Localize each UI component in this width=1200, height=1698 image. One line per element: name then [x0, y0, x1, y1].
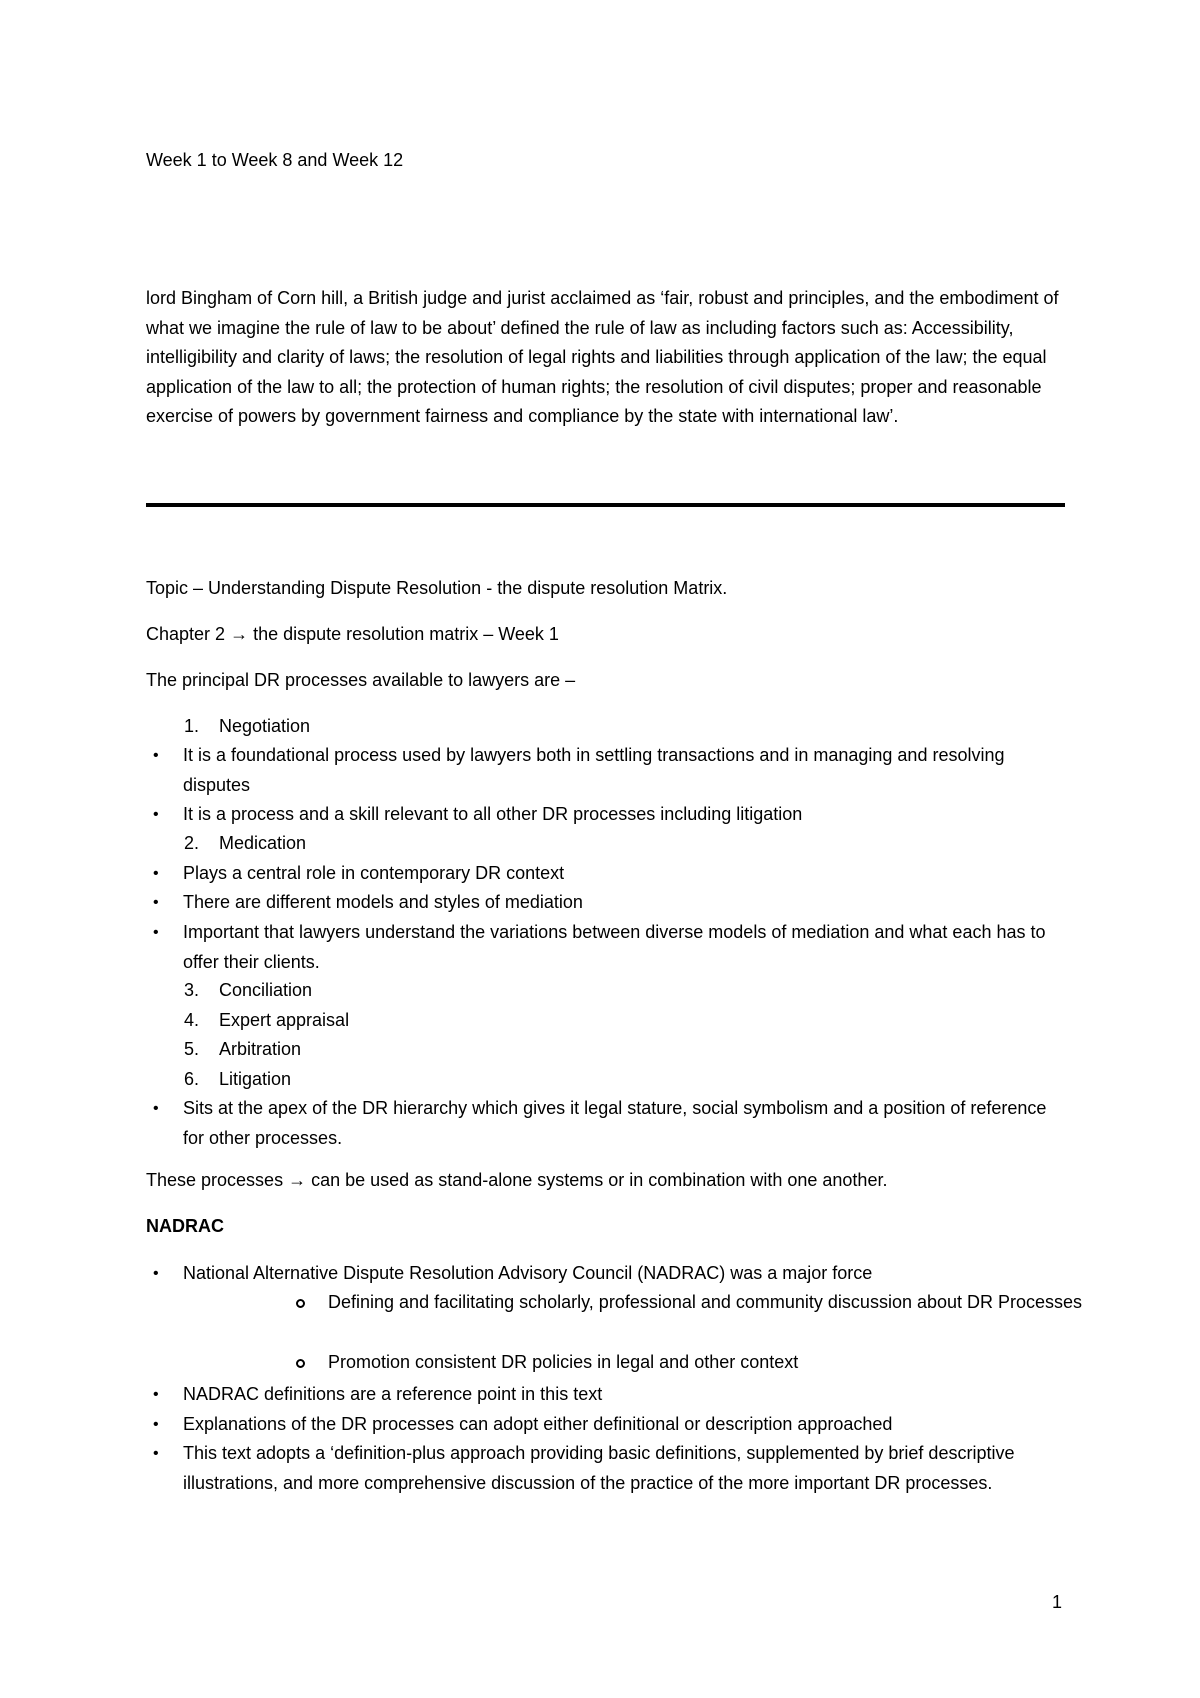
bullet-icon: • [153, 747, 159, 764]
list-item: NADRAC definitions are a reference point in this text [183, 1384, 603, 1404]
circle-bullet-icon [296, 1359, 305, 1368]
chapter-line [146, 620, 559, 650]
process-label-arbitration: Arbitration [219, 1039, 302, 1059]
list-number: 5. [184, 1039, 200, 1059]
list-number: 6. [184, 1069, 200, 1089]
process-label-litigation: Litigation [219, 1069, 292, 1089]
sub-list-item: Defining and facilitating scholarly, professional and community discussion about DR Processes [328, 1292, 1083, 1312]
bullet-icon: • [153, 1445, 159, 1462]
chapter-prefix: Chapter 2 [146, 624, 226, 644]
bullet-icon: • [153, 1386, 159, 1403]
list-item: There are different models and styles of mediation [183, 892, 583, 912]
list-number: 1. [184, 716, 200, 736]
bullet-icon: • [153, 1100, 159, 1117]
list-item: It is a process and a skill relevant to all other DR processes including litigation [183, 804, 803, 824]
list-item: It is a foundational process used by lawyers both in settling transactions and in managing and resolving disputes [183, 745, 1005, 795]
bullet-icon: • [153, 894, 159, 911]
sub-list-item: Promotion consistent DR policies in legal and other context [328, 1352, 799, 1372]
list-item: Plays a central role in contemporary DR context [183, 863, 565, 883]
list-item: Explanations of the DR processes can adopt either definitional or description approached [183, 1414, 893, 1434]
right-arrow-icon: → [230, 624, 249, 644]
process-label-expert-appraisal: Expert appraisal [219, 1010, 350, 1030]
topic-line: Topic – Understanding Dispute Resolution - the dispute resolution Matrix. [146, 578, 728, 598]
process-label-medication: Medication [219, 833, 307, 853]
intro-paragraph: lord Bingham of Corn hill, a British judge and jurist acclaimed as ‘fair, robust and principles, and the embodiment of what we imagine the rule of law to be about’ defined the rule of law as including factors such as: Accessibility, intelligibility and clarity of laws; the resolution of legal rights and liabilities through application of the law; the equal application of the law to all; the protection of human rights; the resolution of civil disputes; proper and reasonable exercise of powers by government fairness and compliance by the state with international law’. [146, 288, 1059, 426]
processes-note-suffix: can be used as stand-alone systems or in combination with one another. [311, 1170, 888, 1190]
page-number: 1 [1052, 1592, 1063, 1612]
list-item: This text adopts a ‘definition-plus approach providing basic definitions, supplemented by brief descriptive illustrations, and more comprehensive discussion of the practice of the more important DR processes. [183, 1443, 1015, 1493]
bullet-icon: • [153, 806, 159, 823]
weeks-header: Week 1 to Week 8 and Week 12 [146, 150, 404, 170]
list-item: Important that lawyers understand the variations between diverse models of mediation and what each has to offer their clients. [183, 922, 1046, 972]
list-item: Sits at the apex of the DR hierarchy which gives it legal stature, social symbolism and a position of reference for other processes. [183, 1098, 1047, 1148]
list-number: 2. [184, 833, 200, 853]
bullet-icon: • [153, 1416, 159, 1433]
bullet-icon: • [153, 865, 159, 882]
list-item: National Alternative Dispute Resolution Advisory Council (NADRAC) was a major force [183, 1263, 873, 1283]
process-label-negotiation: Negotiation [219, 716, 311, 736]
nadrac-heading: NADRAC [146, 1216, 224, 1236]
chapter-suffix: the dispute resolution matrix – Week 1 [253, 624, 559, 644]
horizontal-divider [146, 503, 1065, 507]
bullet-icon: • [153, 1265, 159, 1282]
processes-note [146, 1166, 887, 1196]
bullet-icon: • [153, 924, 159, 941]
principal-intro: The principal DR processes available to lawyers are – [146, 670, 576, 690]
list-number: 3. [184, 980, 200, 1000]
processes-note-prefix: These processes [146, 1170, 284, 1190]
process-label-conciliation: Conciliation [219, 980, 313, 1000]
right-arrow-icon: → [288, 1170, 307, 1190]
list-number: 4. [184, 1010, 200, 1030]
circle-bullet-icon [296, 1299, 305, 1308]
